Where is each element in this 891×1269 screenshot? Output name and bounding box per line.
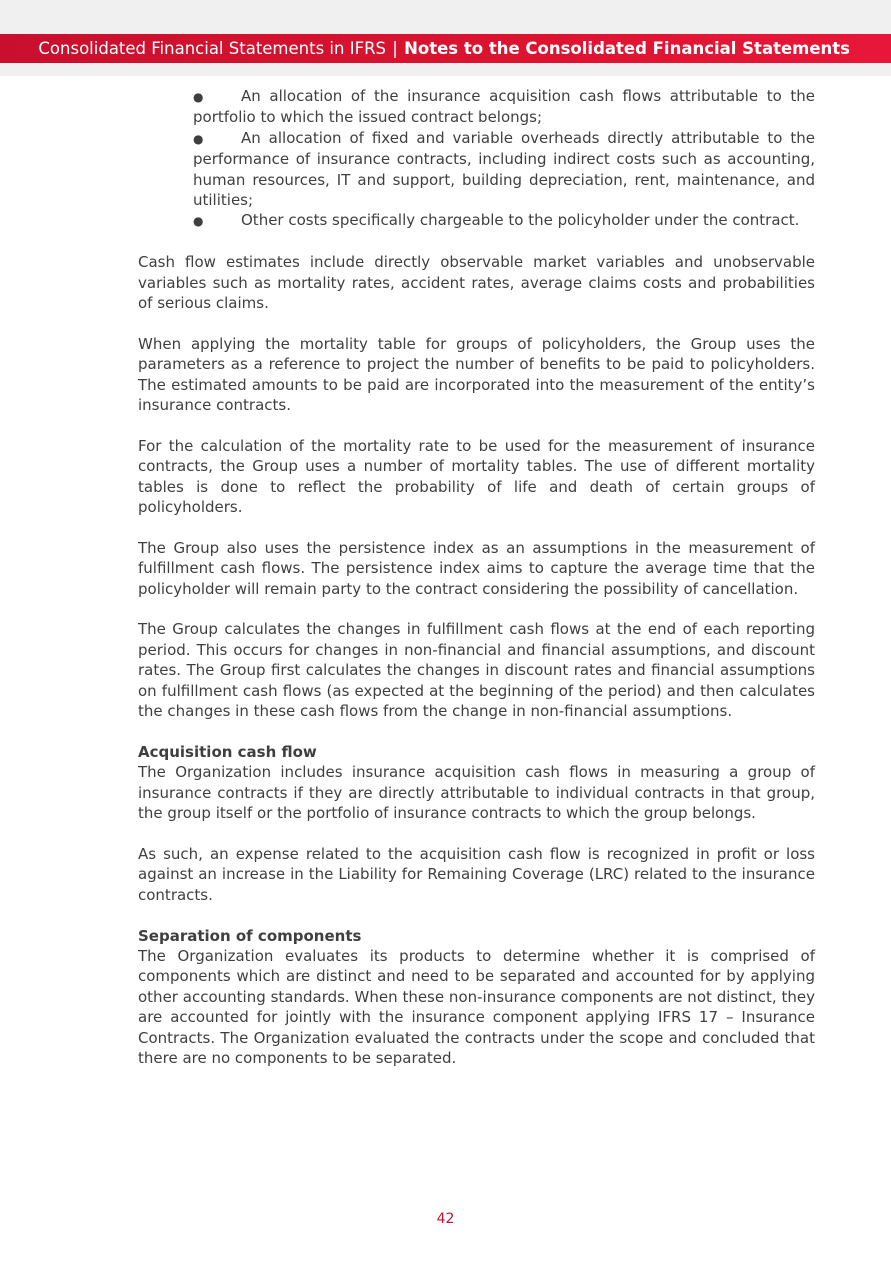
bullet-icon: ● bbox=[193, 214, 204, 229]
bullet-icon: ● bbox=[193, 90, 204, 104]
document-body bbox=[138, 86, 815, 1089]
paragraph-acquisition-1: The Organization includes insurance acquisition cash flows in measuring a group of insurance contracts if they are directly attributable to individual contracts in that group, the group itself or the portfolio of insurance contracts to which the group belongs. bbox=[138, 763, 815, 823]
header-banner bbox=[0, 34, 891, 63]
list-item: ● An allocation of the insurance acquisition cash flows attributable to the portfolio to which the issued contract belongs; bbox=[193, 87, 815, 127]
heading-separation-of-components: Separation of components bbox=[138, 926, 362, 945]
list-item: ● An allocation of fixed and variable overheads directly attributable to the performance of insurance contracts, including indirect costs such as accounting, human resources, IT and support, building depreciation, rent, maintenance, and utilities; bbox=[193, 128, 815, 210]
page-number: 42 bbox=[436, 1211, 455, 1227]
top-margin-band bbox=[0, 0, 891, 34]
heading-acquisition-cash-flow: Acquisition cash flow bbox=[138, 742, 317, 761]
header-separator: | bbox=[392, 39, 398, 58]
header-title-left: Consolidated Financial Statements in IFRS bbox=[38, 39, 387, 58]
header-under-band bbox=[0, 63, 891, 76]
paragraph-persistence-index: The Group also uses the persistence index as an assumptions in the measurement of fulfillment cash flows. The persistence index aims to capture the average time that the policyholder will remain party to the contract considering the possibility of cancellation. bbox=[138, 538, 815, 598]
paragraph-cash-flow-estimates: Cash flow estimates include directly observable market variables and unobservable variables such as mortality rates, accident rates, average claims costs and probabilities of serious claims. bbox=[138, 253, 815, 313]
bullet-icon: ● bbox=[193, 131, 204, 146]
cost-allocation-list bbox=[193, 86, 815, 232]
paragraph-mortality-rate: For the calculation of the mortality rate to be used for the measurement of insurance contracts, the Group uses a number of mortality tables. The use of different mortality tables is done to reflect the probability of life and death of certain groups of policyholders. bbox=[138, 436, 815, 517]
header-title-right: Notes to the Consolidated Financial Statements bbox=[404, 39, 850, 58]
paragraph-separation-1: The Organization evaluates its products to determine whether it is comprised of components which are distinct and need to be separated and accounted for by applying other accounting standards. When these non-insurance components are not distinct, they are accounted for jointly with the insurance component applying IFRS 17 – Insurance Contracts. The Organization evaluated the contracts under the scope and concluded that there are no components to be separated. bbox=[138, 946, 815, 1067]
list-item: ● Other costs specifically chargeable to the policyholder under the contract. bbox=[193, 210, 815, 231]
paragraph-mortality-table: When applying the mortality table for groups of policyholders, the Group uses the parameters as a reference to project the number of benefits to be paid to policyholders. The estimated amounts to be paid are incorporated into the measurement of the entity’s insurance contracts. bbox=[138, 334, 815, 415]
paragraph-acquisition-2: As such, an expense related to the acquisition cash flow is recognized in profit or loss against an increase in the Liability for Remaining Coverage (LRC) related to the insurance contracts. bbox=[138, 844, 815, 904]
paragraph-fulfillment-changes: The Group calculates the changes in fulfillment cash flows at the end of each reporting period. This occurs for changes in non-financial and financial assumptions, and discount rates. The Group first calculates the changes in discount rates and financial assumptions on fulfillment cash flows (as expected at the beginning of the period) and then calculates the changes in these cash flows from the change in non-financial assumptions. bbox=[138, 620, 815, 721]
